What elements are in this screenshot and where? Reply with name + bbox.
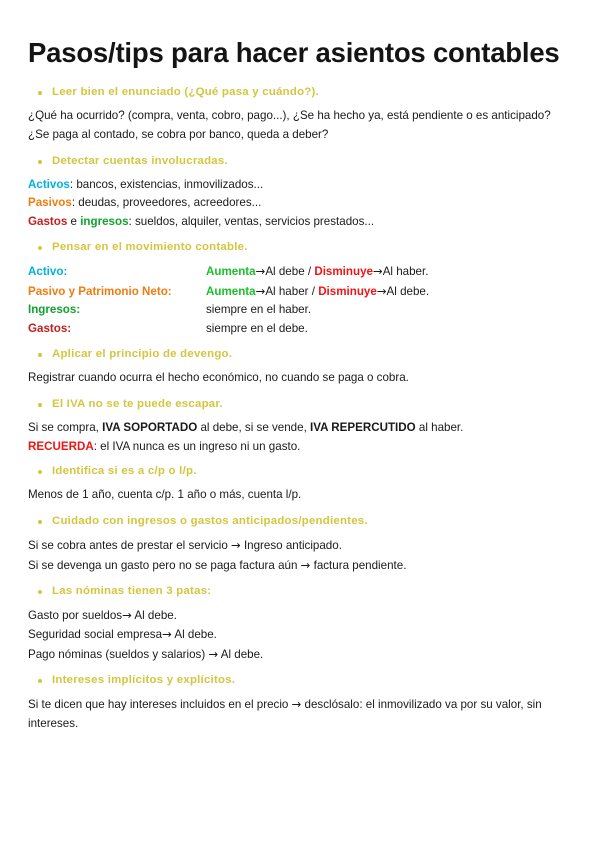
term-recuerda: RECUERDA	[28, 439, 94, 453]
tip-heading	[28, 348, 570, 360]
tip-heading-label: Detectar cuentas involucradas.	[52, 154, 228, 167]
term-aumenta: Aumenta	[206, 264, 256, 278]
term-aumenta: Aumenta	[206, 284, 256, 298]
iva-post: al haber.	[415, 420, 464, 434]
movement-value	[206, 282, 570, 302]
arrow-icon: →	[376, 283, 387, 298]
tip-heading-label: El IVA no se te puede escapar.	[52, 397, 223, 410]
iva-mid: al debe, si se vende,	[197, 420, 311, 434]
bullet-icon	[38, 470, 42, 474]
tip-heading-label: Aplicar el principio de devengo.	[52, 347, 233, 360]
paragraph: Menos de 1 año, cuenta c/p. 1 año o más, cuenta l/p.	[28, 488, 302, 502]
tip-heading	[28, 585, 570, 597]
tip-item-devengo	[28, 348, 570, 388]
movement-label: Gastos:	[28, 322, 72, 336]
tip-heading	[28, 155, 570, 167]
separator: /	[308, 284, 319, 298]
movement-row-activo	[28, 262, 570, 282]
line-post: Al debe.	[131, 608, 177, 622]
term-pasivos: Pasivos	[28, 196, 72, 210]
movement-row-gastos	[28, 320, 570, 339]
tip-body	[28, 369, 570, 388]
tip-body	[28, 695, 570, 734]
term-gastos-ingresos-rest: : sueldos, alquiler, ventas, servicios prestados...	[128, 215, 375, 229]
arrow-icon: →	[300, 557, 311, 572]
anticipado-line	[28, 536, 570, 556]
term-disminuye: Disminuye	[318, 284, 377, 298]
arrow-icon: →	[231, 538, 241, 553]
bullet-icon	[38, 91, 42, 95]
bullet-icon	[38, 403, 42, 407]
tip-body	[28, 176, 570, 232]
tip-heading-label: Leer bien el enunciado (¿Qué pasa y cuándo?).	[52, 85, 319, 98]
tip-heading-label: Pensar en el movimiento contable.	[52, 240, 248, 253]
tip-item-intereses	[28, 674, 570, 734]
tip-heading	[28, 465, 570, 477]
movement-value: siempre en el debe.	[206, 322, 308, 336]
tip-body	[28, 606, 570, 665]
tip-heading	[28, 86, 570, 98]
account-line-activos	[28, 176, 570, 195]
arrow-icon: →	[162, 627, 172, 642]
arrow-icon: →	[122, 607, 132, 622]
bullet-icon	[38, 520, 42, 524]
tip-heading	[28, 515, 570, 527]
line-pre: Si te dicen que hay intereses incluidos en el precio	[28, 698, 292, 711]
bullet-icon	[38, 246, 42, 250]
bullet-icon	[38, 590, 42, 594]
recuerda-rest: : el IVA nunca es un ingreso ni un gasto.	[93, 439, 301, 453]
account-line-pasivos	[28, 194, 570, 213]
term-ingresos: ingresos	[80, 215, 129, 229]
page-title: Pasos/tips para hacer asientos contables	[28, 37, 560, 68]
tip-item-movimiento-contable	[28, 241, 570, 339]
tip-item-leer-enunciado	[28, 86, 570, 145]
movement-row-pasivo	[28, 282, 570, 302]
tip-heading	[28, 241, 570, 253]
arrow-icon: →	[255, 263, 266, 278]
tip-item-anticipados-pendientes	[28, 515, 570, 576]
disminuye-target: Al haber.	[382, 264, 429, 278]
tip-heading-label: Cuidado con ingresos o gastos anticipados/pendientes.	[52, 515, 368, 528]
nomina-line-pago	[28, 645, 570, 665]
tip-heading	[28, 674, 570, 686]
line-post: desclósalo: el inmovilizado va por su valor, sin intereses.	[28, 698, 542, 730]
line-post: Al debe.	[171, 628, 217, 642]
tip-body	[28, 419, 570, 457]
movement-table	[28, 262, 570, 339]
tip-heading	[28, 398, 570, 410]
tip-body	[28, 536, 570, 576]
separator: /	[304, 264, 315, 278]
term-activos: Activos	[28, 177, 70, 191]
arrow-icon: →	[291, 697, 302, 711]
tip-body	[28, 107, 570, 145]
recuerda-line	[28, 438, 570, 457]
tip-heading-label: Las nóminas tienen 3 patas:	[52, 584, 212, 597]
line-pre: Gasto por sueldos	[28, 608, 123, 622]
movement-label: Pasivo y Patrimonio Neto:	[28, 284, 172, 298]
term-iva-repercutido: IVA REPERCUTIDO	[310, 420, 416, 434]
arrow-icon: →	[208, 647, 219, 662]
line-pre: Si se cobra antes de prestar el servicio	[28, 539, 231, 553]
term-pasivos-rest: : deudas, proveedores, acreedores...	[71, 196, 262, 210]
iva-line	[28, 419, 570, 438]
line-post: factura pendiente.	[310, 558, 407, 572]
term-activos-rest: : bancos, existencias, inmovilizados...	[69, 177, 264, 191]
paragraph: Registrar cuando ocurra el hecho económico, no cuando se paga o cobra.	[28, 370, 409, 384]
iva-pre: Si se compra,	[28, 420, 103, 434]
paragraph: ¿Qué ha ocurrido? (compra, venta, cobro, pago...), ¿Se ha hecho ya, está pendiente o es anticipado?¿Se paga al contado, se cobra por banco, queda a deber?	[28, 108, 551, 141]
line-pre: Pago nóminas (sueldos y salarios)	[28, 648, 209, 662]
tip-item-iva	[28, 398, 570, 457]
tip-item-nominas	[28, 585, 570, 665]
movement-label: Ingresos:	[28, 303, 81, 317]
tips-list	[28, 86, 570, 734]
aumenta-target: Al debe	[265, 264, 305, 278]
line-post: Ingreso anticipado.	[240, 539, 342, 553]
movement-value: siempre en el haber.	[206, 303, 312, 317]
tip-heading-label: Identifica si es a c/p o l/p.	[52, 465, 197, 478]
movement-label: Activo:	[28, 264, 68, 278]
bullet-icon	[38, 679, 42, 683]
term-disminuye: Disminuye	[314, 264, 373, 278]
pendiente-line	[28, 556, 570, 576]
disminuye-target: Al debe.	[386, 284, 430, 298]
bullet-icon	[38, 353, 42, 357]
intereses-line	[28, 695, 570, 734]
term-gastos: Gastos	[28, 215, 68, 229]
tip-body	[28, 486, 570, 505]
arrow-icon: →	[255, 283, 266, 298]
term-conjunction: e	[67, 215, 81, 229]
bullet-icon	[38, 160, 42, 164]
tip-item-corto-largo-plazo	[28, 465, 570, 505]
tip-heading-label: Intereses implícitos y explícitos.	[52, 674, 236, 686]
movement-row-ingresos	[28, 301, 570, 320]
term-iva-soportado: IVA SOPORTADO	[102, 420, 198, 434]
line-pre: Si se devenga un gasto pero no se paga factura aún	[28, 558, 301, 572]
nomina-line-seguridad-social	[28, 625, 570, 645]
line-pre: Seguridad social empresa	[28, 628, 163, 642]
arrow-icon: →	[372, 263, 383, 278]
nomina-line-sueldos	[28, 606, 570, 626]
movement-value	[206, 262, 570, 282]
line-post: Al debe.	[218, 648, 264, 662]
account-line-gastos-ingresos	[28, 213, 570, 232]
tip-item-detectar-cuentas	[28, 155, 570, 232]
aumenta-target: Al haber	[265, 284, 309, 298]
